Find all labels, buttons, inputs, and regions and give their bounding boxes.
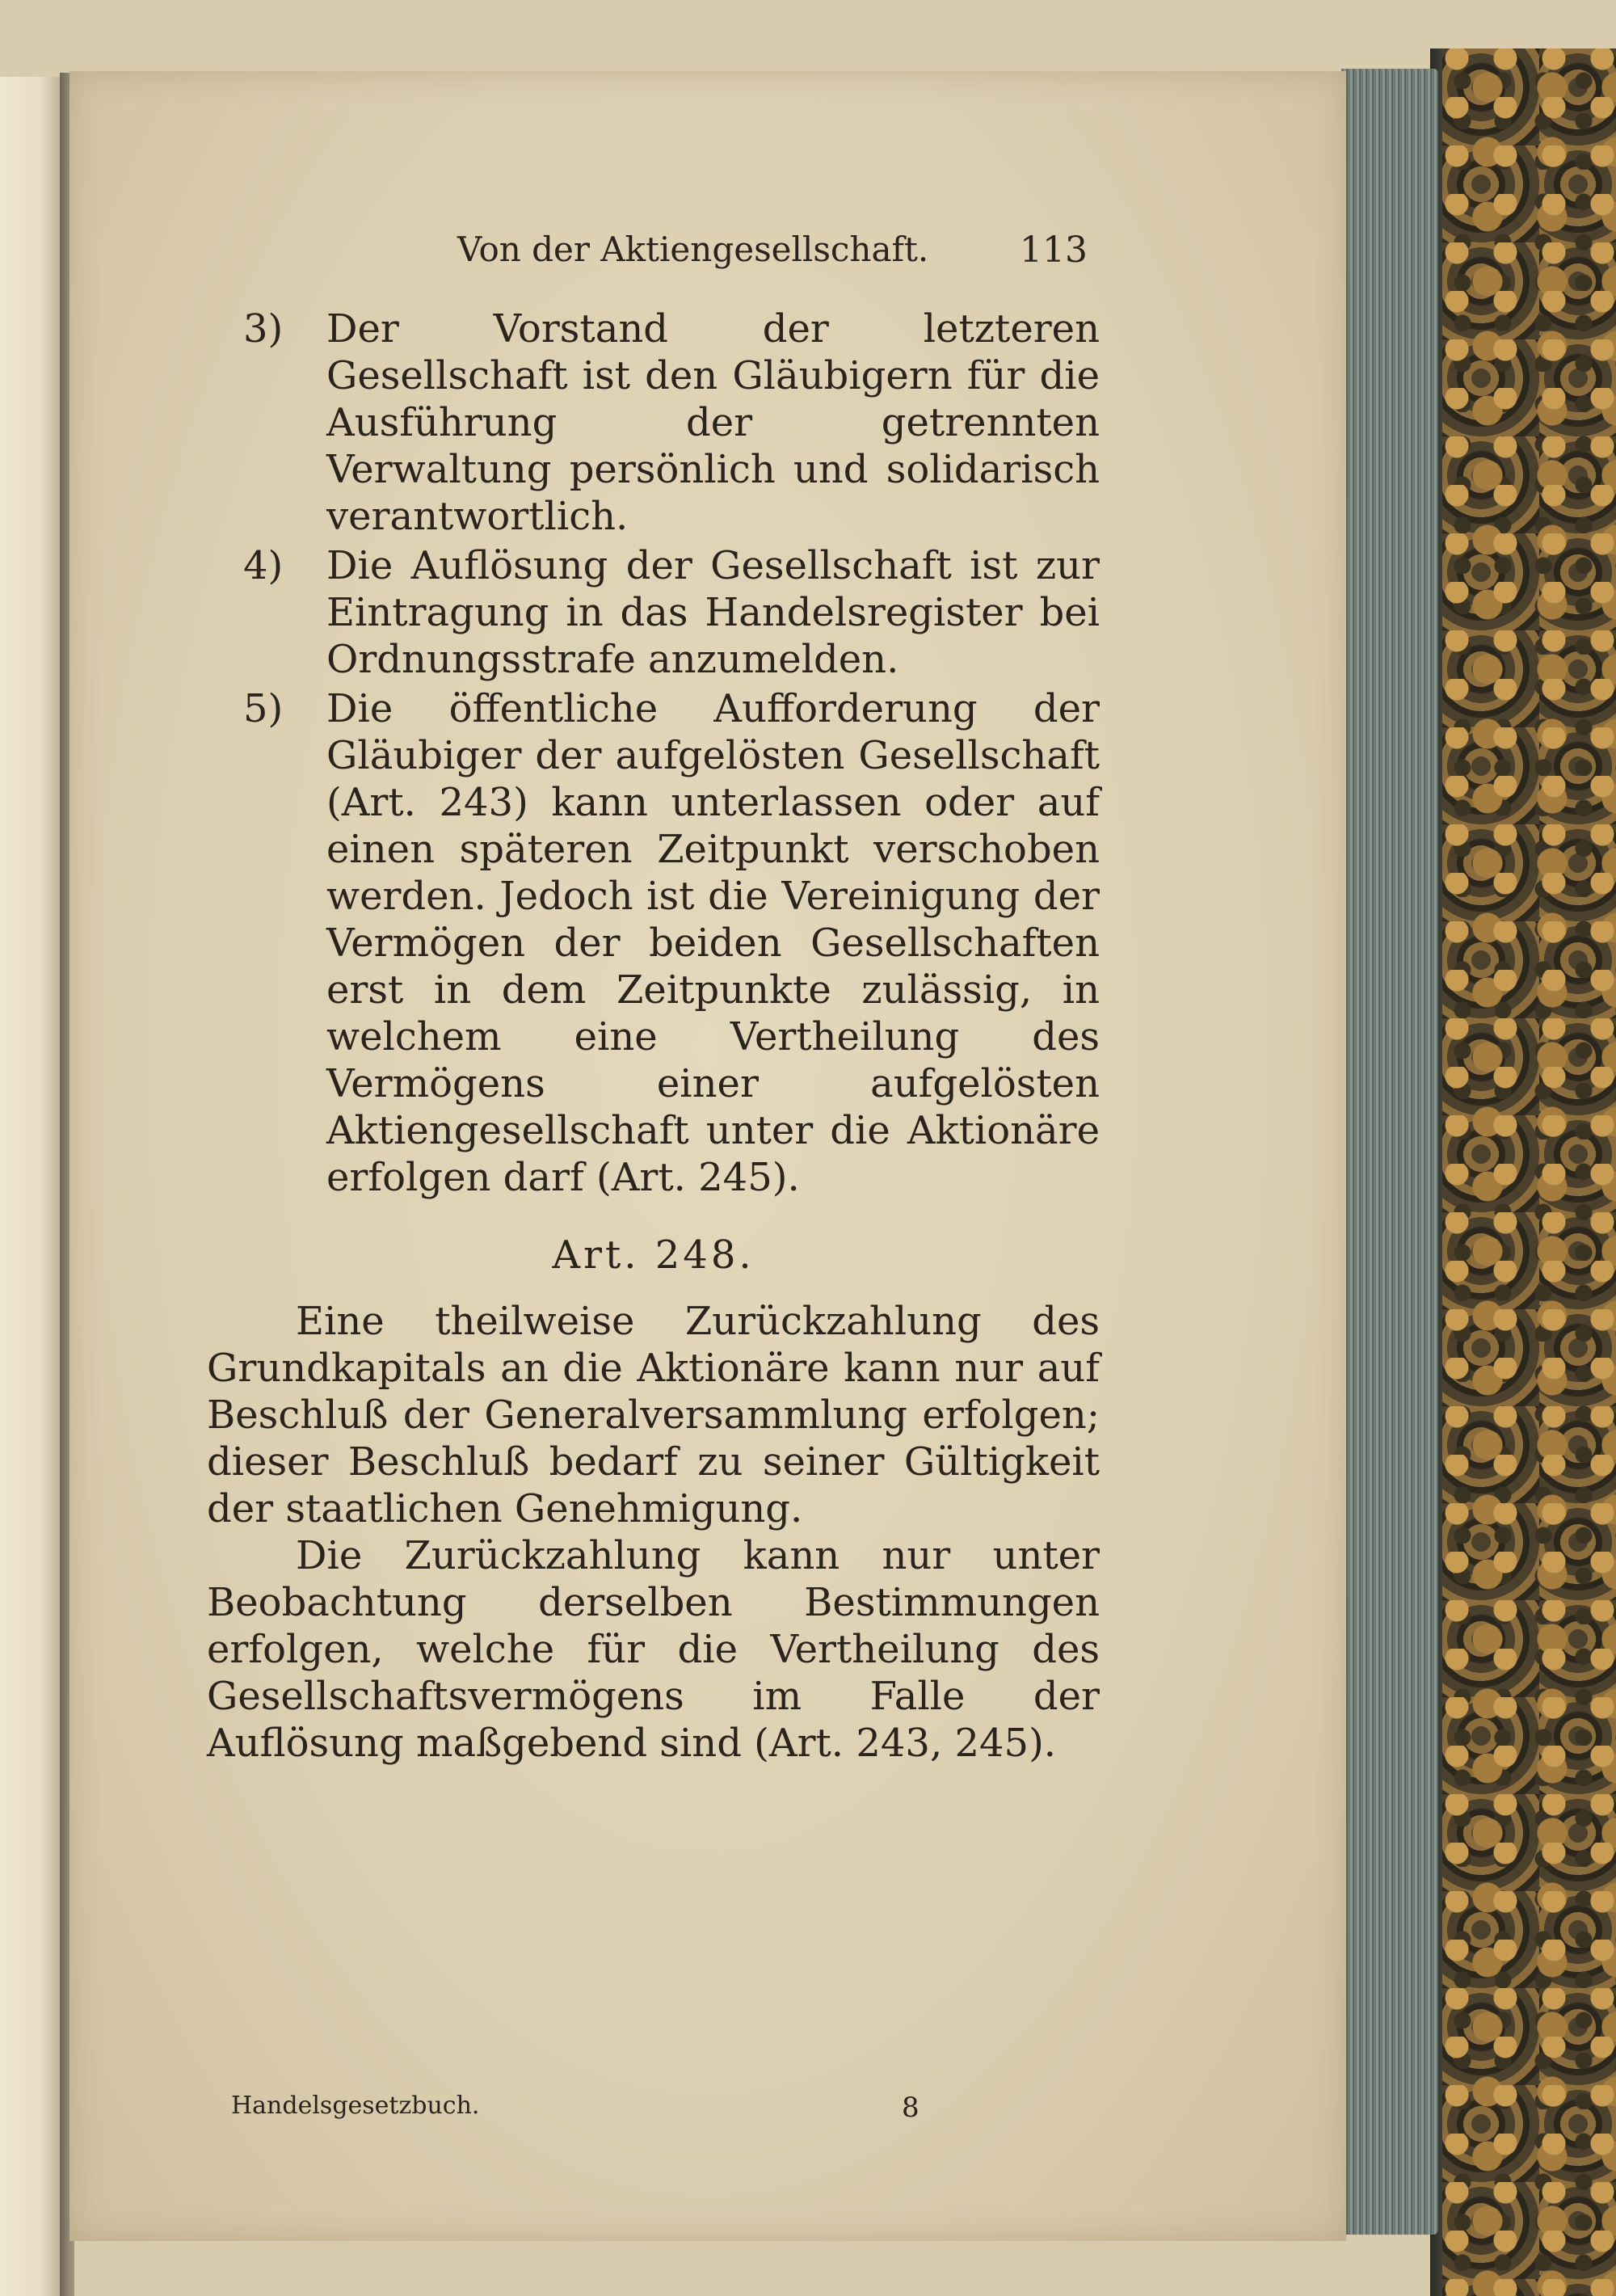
list-item <box>207 542 1100 683</box>
item-text: Der Vorstand der letzteren Gesellschaft ist den Gläubigern für die Ausführung der getrennten Verwaltung persönlich und solidarisch verantwortlich. <box>326 306 1100 539</box>
page-body <box>207 305 1100 1767</box>
list-item <box>207 685 1100 1201</box>
article-paragraph: Die Zurückzahlung kann nur unter Beobachtung derselben Bestimmungen erfolgen, welche für die Vertheilung des Gesellschaftsvermögens im Falle der Auflösung maßgebend sind (Art. 243, 245). <box>207 1533 1100 1766</box>
book-page <box>69 71 1346 2241</box>
page-header <box>368 225 1088 289</box>
page-number: 113 <box>1020 230 1088 271</box>
signature-line: Handelsgesetzbuch. <box>231 2092 480 2120</box>
facing-page-edge <box>0 77 65 2296</box>
article-paragraph: Eine theilweise Zurückzahlung des Grundkapitals an die Aktionäre kann nur auf Beschluß der Generalversammlung erfolgen; dieser Beschluß bedarf zu seiner Gültigkeit der staatlichen Genehmigung. <box>207 1299 1100 1531</box>
item-text: Die öffentliche Aufforderung der Gläubiger der aufgelösten Gesellschaft (Art. 243) kann unterlassen oder auf einen späteren Zeitpunkt verschoben werden. Jedoch ist die Vereinigung der Vermögen der beiden Gesellschaften erst in dem Zeitpunkte zulässig, in welchem eine Vertheilung des Vermögens einer aufgelösten Aktiengesellschaft unter die Aktionäre erfolgen darf (Art. 245). <box>326 686 1100 1200</box>
item-number: 4) <box>243 543 284 588</box>
running-head: Von der Aktiengesellschaft. <box>457 230 929 269</box>
page-footer <box>231 2092 942 2140</box>
item-number: 5) <box>243 686 284 731</box>
sheet-number: 8 <box>902 2092 920 2124</box>
item-text: Die Auflösung der Gesellschaft ist zur Eintragung in das Handelsregister bei Ordnungsstrafe anzumelden. <box>326 543 1100 682</box>
marbled-cover <box>1442 48 1616 2296</box>
article-heading: Art. 248. <box>552 1232 755 1278</box>
list-item <box>207 305 1100 540</box>
page-block-edges <box>1341 69 1438 2235</box>
item-number: 3) <box>243 306 284 352</box>
